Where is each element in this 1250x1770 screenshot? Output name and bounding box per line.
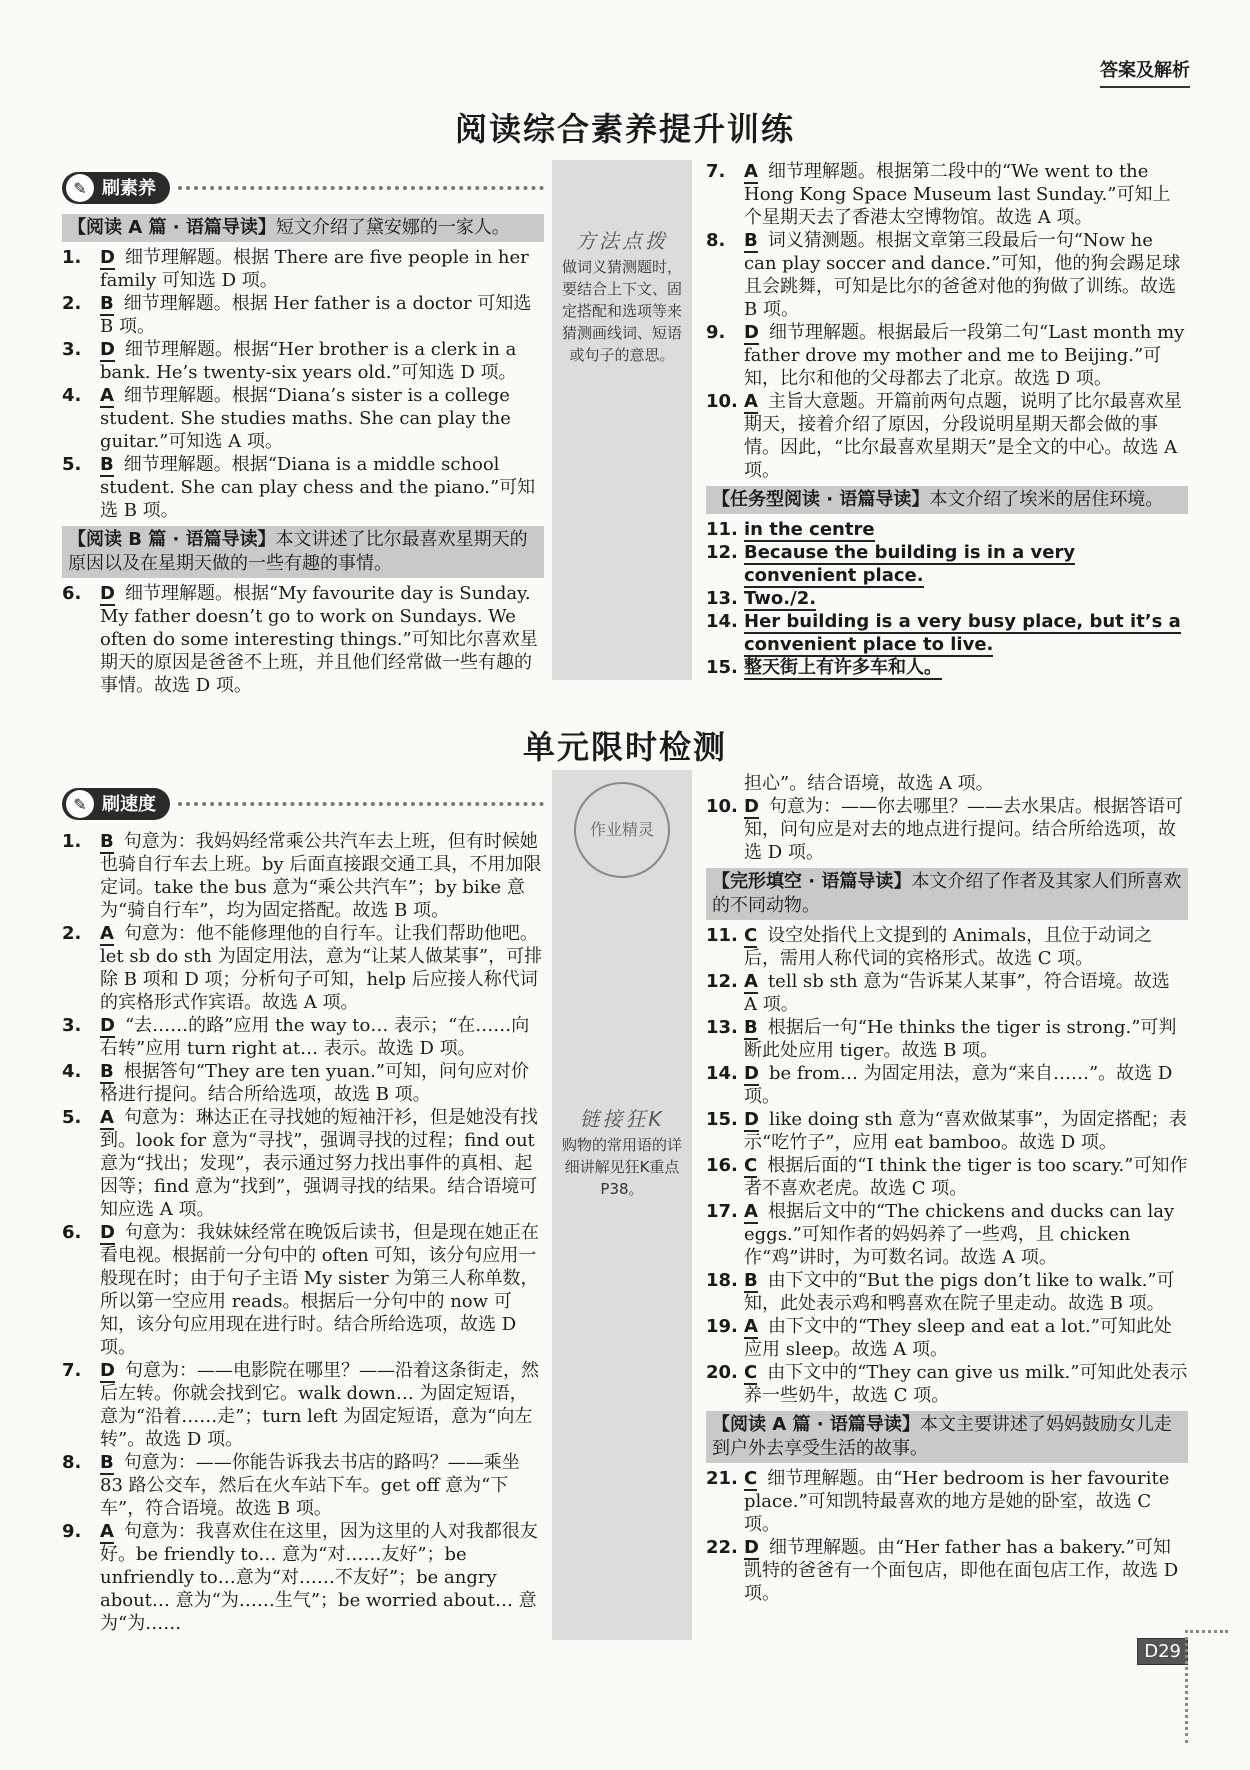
answer-item — [62, 922, 544, 1014]
item-number: 9. — [62, 1521, 82, 1542]
explanation-text: 设空处指代上文提到的 Animals，且位于动词之后，需用人称代词的宾格形式。故选 C 项。 — [744, 925, 1153, 969]
answer-letter: D — [744, 1537, 759, 1558]
side-note-title: 链接狂K — [579, 1107, 665, 1131]
corner-decoration — [1185, 1630, 1228, 1743]
item-number: 6. — [62, 1222, 82, 1243]
side-note-method — [552, 160, 692, 680]
explanation-text: 句意为：——你能告诉我去书店的路吗？——乘坐 83 路公交车，然后在火车站下车。get off 意为“下车”，符合语境。故选 B 项。 — [100, 1452, 520, 1519]
answer-item — [62, 1106, 544, 1221]
answer-letter: B — [744, 1270, 758, 1291]
explanation-text: 细节理解题。根据最后一段第二句“Last month my father drove my mother and me to Beijing.”可知，比尔和他的父母都去了北京。故选 D 项。 — [744, 322, 1185, 389]
answer-letter: B — [100, 454, 114, 475]
item-number: 5. — [62, 1107, 82, 1128]
answer-letter: A — [744, 161, 758, 182]
item-number: 4. — [62, 385, 82, 406]
item-number: 21. — [706, 1468, 738, 1489]
side-note-title: 方法点拨 — [576, 229, 668, 253]
answer-item — [706, 390, 1188, 482]
answer-item — [706, 160, 1188, 229]
answer-letter: A — [100, 1521, 114, 1542]
item-number: 2. — [62, 923, 82, 944]
item-number: 12. — [706, 542, 738, 563]
explanation-text: 句意为：我妈妈经常乘公共汽车去上班，但有时候她也骑自行车去上班。by 后面直接跟交通工具，不用加限定词。take the bus 意为“乘公共汽车”；by bike 意为“骑自行车”，均为固定搭配。故选 B 项。 — [100, 831, 542, 921]
explanation-text: 根据答句“They are ten yuan.”可知，问句应对价格进行提问。结合所给选项，故选 B 项。 — [100, 1061, 529, 1105]
section2-left-column — [62, 786, 544, 1635]
answer-item — [706, 1108, 1188, 1154]
item-number: 8. — [706, 230, 726, 251]
item-number: 5. — [62, 454, 82, 475]
explanation-text: 细节理解题。根据第二段中的“We went to the Hong Kong Space Museum last Sunday.”可知上个星期天去了香港太空博物馆。故选 A 项。 — [744, 161, 1171, 228]
item-number: 3. — [62, 339, 82, 360]
item-number: 11. — [706, 519, 738, 540]
answer-item — [62, 292, 544, 338]
guide-task-reading: 【任务型阅读 · 语篇导读】本文介绍了埃米的居住环境。 — [706, 486, 1188, 514]
answer-letter: B — [100, 1452, 114, 1473]
answer-item — [62, 1451, 544, 1520]
explanation-text: 细节理解题。由“Her bedroom is her favourite place.”可知凯特最喜欢的地方是她的卧室，故选 C 项。 — [744, 1468, 1170, 1535]
answer-letter: A — [100, 1107, 114, 1128]
answer-letter: A — [744, 1201, 758, 1222]
answer-letter: B — [100, 293, 114, 314]
explanation-text: 由下文中的“They can give us milk.”可知此处表示养一些奶牛，故选 C 项。 — [744, 1362, 1188, 1406]
explanation-text: 细节理解题。根据“Her brother is a clerk in a bank. He’s twenty-six years old.”可知选 D 项。 — [100, 339, 517, 383]
side-note-text: 购物的常用语的详细讲解见狂K重点P38。 — [561, 1136, 682, 1198]
item-number: 3. — [62, 1015, 82, 1036]
badge-speed: ✎ 刷速度 — [62, 786, 544, 822]
item-number: 6. — [62, 583, 82, 604]
guide-reading-b: 【阅读 B 篇 · 语篇导读】本文讲述了比尔最喜欢星期天的原因以及在星期天做的一些有趣的事情。 — [62, 526, 544, 578]
badge-literacy: ✎ 刷素养 — [62, 170, 544, 206]
answer-letter: D — [100, 247, 115, 268]
answer-letter: D — [744, 1063, 759, 1084]
item-number: 14. — [706, 1063, 738, 1084]
answer-text: 整天街上有许多车和人。 — [744, 657, 942, 678]
answer-item — [62, 582, 544, 697]
explanation-text: 句意为：我喜欢住在这里，因为这里的人对我都很友好。be friendly to… 意为“对……友好”；be unfriendly to…意为“对……不友好”；be angry about… 意为“为……生气”；be worried about… 意为“为…… — [100, 1521, 538, 1634]
item-number: 7. — [706, 161, 726, 182]
item-number: 9. — [706, 322, 726, 343]
answer-letter: D — [100, 1222, 115, 1243]
section-title-reading: 阅读综合素养提升训练 — [454, 110, 795, 148]
answer-item — [62, 1221, 544, 1359]
answer-item — [706, 541, 1188, 587]
explanation-text: 根据后面的“I think the tiger is too scary.”可知作者不喜欢老虎。故选 C 项。 — [744, 1155, 1188, 1199]
explanation-text: 句意为：——电影院在哪里？——沿着这条街走，然后左转。你就会找到它。walk down… 为固定短语，意为“沿着……走”；turn left 为固定短语，意为“向左转”。故选 D 项。 — [100, 1360, 539, 1450]
answer-item — [706, 518, 1188, 541]
explanation-text: 细节理解题。由“Her father has a bakery.”可知凯特的爸爸有一个面包店，即他在面包店工作，故选 D 项。 — [744, 1537, 1179, 1604]
explanation-text: 由下文中的“But the pigs don’t like to walk.”可知，此处表示鸡和鸭喜欢在院子里走动。故选 B 项。 — [744, 1270, 1175, 1314]
answer-letter: C — [744, 1362, 758, 1383]
answer-letter: B — [744, 230, 758, 251]
item-number: 22. — [706, 1537, 738, 1558]
answer-letter: B — [100, 831, 114, 852]
item-number: 1. — [62, 247, 82, 268]
item-number: 4. — [62, 1061, 82, 1082]
answer-item — [706, 229, 1188, 321]
section1-left-column — [62, 170, 544, 697]
answer-item — [62, 1520, 544, 1635]
answer-letter: A — [100, 923, 114, 944]
explanation-text: 细节理解题。根据“Diana is a middle school student. She can play chess and the piano.”可知选 B 项。 — [100, 454, 536, 521]
answer-item — [706, 1200, 1188, 1269]
answer-letter: D — [100, 1360, 115, 1381]
answer-item — [706, 1269, 1188, 1315]
explanation-text: 句意为：我妹妹经常在晚饭后读书，但是现在她正在看电视。根据前一分句中的 often 可知，该分句应用一般现在时；由于句子主语 My sister 为第三人称单数，所以第一空应用 reads。根据后一分句中的 now 可知，该分句应用现在进行时。结合所给选项，故选 D 项。 — [100, 1222, 539, 1358]
answer-item — [706, 795, 1188, 864]
answer-item — [706, 970, 1188, 1016]
explanation-text: 句意为：琳达正在寻找她的短袖汗衫，但是她没有找到。look for 意为“寻找”，强调寻找的过程；find out 意为“找出；发现”，表示通过努力找出事件的真相、起因等；find 意为“找到”，强调寻找的结果。结合语境可知应选 A 项。 — [100, 1107, 538, 1220]
item-number: 11. — [706, 925, 738, 946]
hand-icon: ✎ — [66, 790, 94, 818]
item-number: 2. — [62, 293, 82, 314]
answer-letter: D — [744, 322, 759, 343]
explanation-text: 细节理解题。根据 Her father is a doctor 可知选 B 项。 — [100, 293, 532, 337]
answer-letter: D — [100, 583, 115, 604]
answer-letter: D — [100, 1015, 115, 1036]
answer-item — [62, 384, 544, 453]
answer-letter: A — [744, 391, 758, 412]
answer-text: in the centre — [744, 519, 875, 540]
answer-letter: A — [100, 385, 114, 406]
answer-item — [706, 610, 1188, 656]
answer-item — [706, 656, 1188, 679]
explanation-text: like doing sth 意为“喜欢做某事”，为固定搭配；表示“吃竹子”，应用 eat bamboo。故选 D 项。 — [744, 1109, 1187, 1153]
guide-cloze: 【完形填空 · 语篇导读】本文介绍了作者及其家人们所喜欢的不同动物。 — [706, 868, 1188, 920]
answer-letter: B — [744, 1017, 758, 1038]
answer-letter: C — [744, 1468, 758, 1489]
explanation-text: 根据后文中的“The chickens and ducks can lay eggs.”可知作者的妈妈养了一些鸡，且 chicken 作“鸡”讲时，为可数名词。故选 A 项。 — [744, 1201, 1175, 1268]
item-number: 15. — [706, 657, 738, 678]
explanation-text: 细节理解题。根据“Diana’s sister is a college student. She studies maths. She can play the guitar.”可知选 A 项。 — [100, 385, 511, 452]
item-number: 19. — [706, 1316, 738, 1337]
answer-text: Her building is a very busy place, but it’s a convenient place to live. — [744, 611, 1181, 655]
answer-item — [706, 924, 1188, 970]
answer-text: Two./2. — [744, 588, 817, 609]
answer-letter: C — [744, 925, 758, 946]
answer-item — [62, 1060, 544, 1106]
guide-reading-a: 【阅读 A 篇 · 语篇导读】短文介绍了黛安娜的一家人。 — [62, 214, 544, 242]
answer-item — [706, 1315, 1188, 1361]
explanation-text: “去……的路”应用 the way to… 表示；“在……向右转”应用 turn right at… 表示。故选 D 项。 — [100, 1015, 530, 1059]
side-note-link — [552, 770, 692, 1640]
hand-icon: ✎ — [66, 174, 94, 202]
item-number: 7. — [62, 1360, 82, 1381]
answer-item — [706, 1062, 1188, 1108]
section-title-test: 单元限时检测 — [522, 728, 727, 766]
item-number: 15. — [706, 1109, 738, 1130]
explanation-text: be from… 为固定用法，意为“来自……”。故选 D 项。 — [744, 1063, 1173, 1107]
answer-letter: A — [744, 1316, 758, 1337]
explanation-text: 根据后一句“He thinks the tiger is strong.”可判断此处应用 tiger。故选 B 项。 — [744, 1017, 1177, 1061]
section1-right-column — [706, 160, 1188, 679]
item-number: 14. — [706, 611, 738, 632]
item-number: 13. — [706, 1017, 738, 1038]
answer-letter: C — [744, 1155, 758, 1176]
item-number: 20. — [706, 1362, 738, 1383]
item-number: 10. — [706, 796, 738, 817]
item-number: 16. — [706, 1155, 738, 1176]
answer-item — [62, 1359, 544, 1451]
item-number: 13. — [706, 588, 738, 609]
continued-text: 担心”。结合语境，故选 A 项。 — [744, 773, 994, 794]
explanation-text: 句意为：——你去哪里？——去水果店。根据答语可知，问句应是对去的地点进行提问。结合所给选项，故选 D 项。 — [744, 796, 1183, 863]
item-number: 17. — [706, 1201, 738, 1222]
answer-item — [706, 1361, 1188, 1407]
guide-reading-a2: 【阅读 A 篇 · 语篇导读】本文主要讲述了妈妈鼓励女儿走到户外去享受生活的故事。 — [706, 1411, 1188, 1463]
explanation-text: 细节理解题。根据“My favourite day is Sunday. My father doesn’t go to work on Sundays. We often do some interesting things.”可知比尔喜欢星期天的原因是爸爸不上班，并且他们经常做一些有趣的事情。故选 D 项。 — [100, 583, 538, 696]
answer-item — [706, 587, 1188, 610]
item-number: 1. — [62, 831, 82, 852]
answer-letter: D — [100, 339, 115, 360]
answer-item — [62, 453, 544, 522]
section2-right-column — [706, 772, 1188, 1605]
explanation-text: 主旨大意题。开篇前两句点题，说明了比尔最喜欢星期天，接着介绍了原因，分段说明星期天都会做的事情。因此，“比尔最喜欢星期天”是全文的中心。故选 A 项。 — [744, 391, 1182, 481]
answer-text: Because the building is in a very convenient place. — [744, 542, 1076, 586]
answer-item — [706, 1154, 1188, 1200]
answer-letter: B — [100, 1061, 114, 1082]
stamp-seal: 作业精灵 — [574, 782, 670, 878]
explanation-text: 细节理解题。根据 There are five people in her family 可知选 D 项。 — [100, 247, 529, 291]
answer-item — [62, 830, 544, 922]
answer-letter: A — [744, 971, 758, 992]
item-number: 10. — [706, 391, 738, 412]
explanation-text: 词义猜测题。根据文章第三段最后一句“Now he can play soccer and dance.”可知，他的狗会踢足球且会跳舞，可知是比尔的爸爸对他的狗做了训练。故选 B 项。 — [744, 230, 1181, 320]
answer-item — [706, 1536, 1188, 1605]
page-number: D29 — [1137, 1638, 1188, 1665]
side-note-text: 做词义猜测题时，要结合上下文、固定搭配和选项等来猜测画线词、短语或句子的意思。 — [561, 258, 682, 364]
explanation-text: 由下文中的“They sleep and eat a lot.”可知此处应用 sleep。故选 A 项。 — [744, 1316, 1172, 1360]
item-number: 12. — [706, 971, 738, 992]
answer-item — [706, 321, 1188, 390]
answer-letter: D — [744, 796, 759, 817]
explanation-text: tell sb sth 意为“告诉某人某事”，符合语境。故选 A 项。 — [744, 971, 1170, 1015]
answer-item — [62, 1014, 544, 1060]
answer-letter: D — [744, 1109, 759, 1130]
explanation-text: 句意为：他不能修理他的自行车。让我们帮助他吧。let sb do sth 为固定用法，意为“让某人做某事”，可排除 B 项和 D 项；分析句子可知，help 后应接人称代词的宾格形式作宾语。故选 A 项。 — [100, 923, 543, 1013]
item-number: 18. — [706, 1270, 738, 1291]
answer-item — [62, 246, 544, 292]
answer-item — [706, 1016, 1188, 1062]
page-header: 答案及解析 — [1100, 56, 1190, 88]
answer-item — [62, 338, 544, 384]
item-number: 8. — [62, 1452, 82, 1473]
answer-item — [706, 1467, 1188, 1536]
